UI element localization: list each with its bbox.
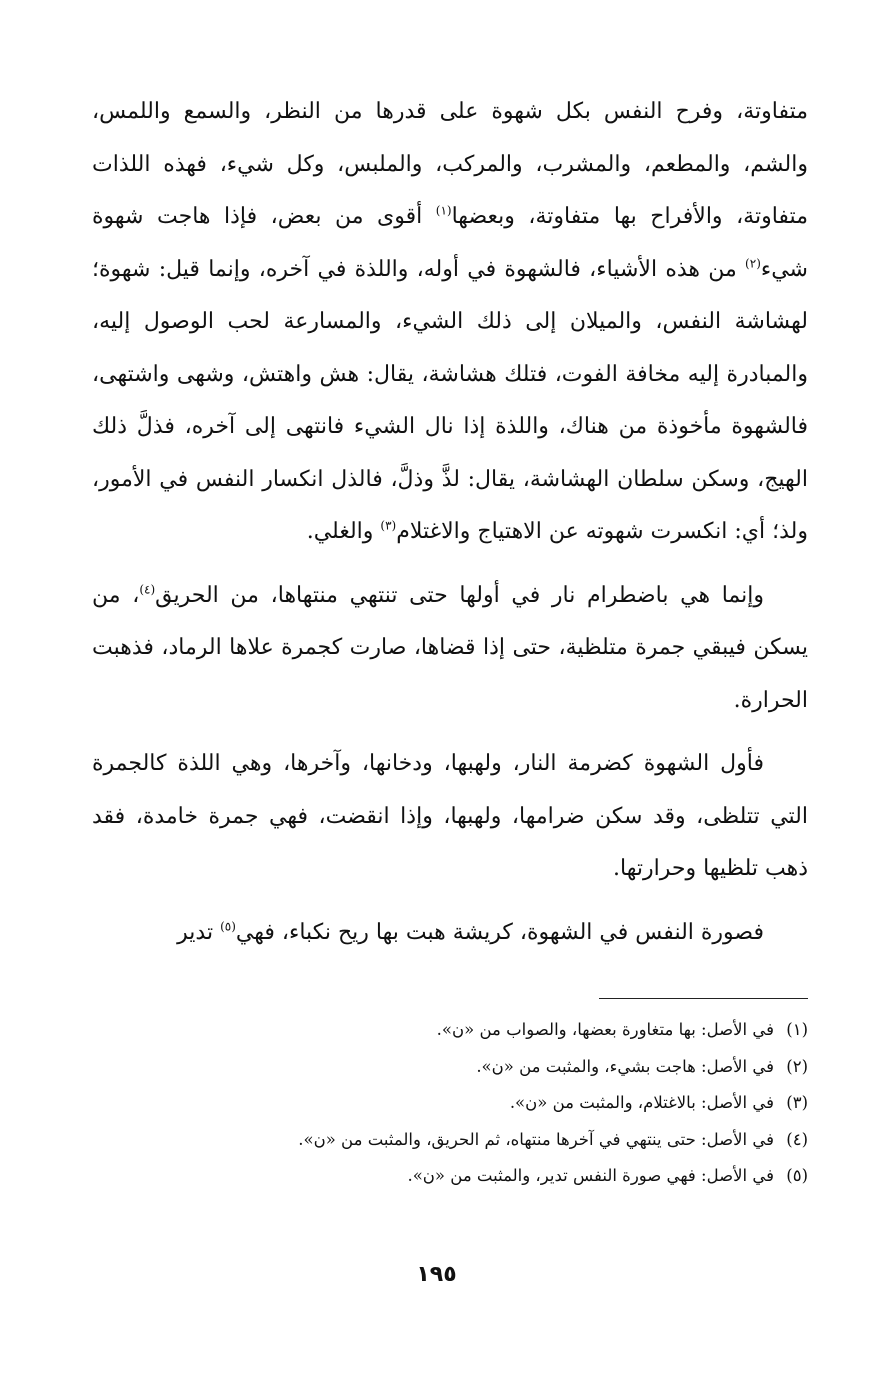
footnote-number: (٣) (786, 1093, 808, 1112)
paragraph-1-text-b: أقوى من بعض، فإذا هاجت شهوة شيء (92, 204, 808, 282)
paragraph-4 (92, 907, 808, 960)
footnote-text: في الأصل: هاجت بشيء، والمثبت من «ن». (476, 1056, 774, 1076)
paragraph-1-text-d: والغلي. (306, 519, 381, 544)
footnote-text: في الأصل: فهي صورة النفس تدير، والمثبت من «ن». (407, 1166, 774, 1185)
footnote-ref-4: (٤) (139, 582, 156, 597)
page-number: ١٩٥ (416, 1262, 457, 1287)
footnote-number: (٢) (786, 1056, 808, 1076)
paragraph-1-text-a: متفاوتة، وفرح النفس بكل شهوة على قدرها من النظر، والسمع واللمس، والشم، والمطعم، والمشرب، والمركب، والملبس، وكل شيء، فهذه اللذات متفاوتة، والأفراح بها متفاوتة، وبعضها (92, 99, 808, 229)
footnote-number: (٤) (786, 1129, 808, 1149)
footnote-text: في الأصل: بها متغاورة بعضها، والصواب من «ن». (436, 1020, 774, 1039)
footnote-1 (88, 1012, 808, 1049)
paragraph-2-text-a: وإنما هي باضطرام نار في أولها حتى تنتهي منتهاها، من الحريق (155, 582, 765, 608)
footnote-ref-5: (٥) (220, 919, 236, 934)
paragraph-3: فأول الشهوة كضرمة النار، ولهبها، ودخانها، وآخرها، وهي اللذة كالجمرة التي تتلظى، وقد سكن ضرامها، ولهبها، وإذا انقضت، فهي جمرة خامدة، فقد ذهب تلظيها وحرارتها. (92, 751, 808, 881)
footnote-ref-3: (٣) (380, 518, 397, 533)
footnote-2 (88, 1049, 808, 1086)
footnote-text: في الأصل: حتى ينتهي في آخرها منتهاه، ثم الحريق، والمثبت من «ن». (298, 1129, 774, 1149)
footnote-5 (88, 1158, 808, 1195)
paragraph-4-text-b: تدير (177, 919, 221, 945)
footnote-ref-1: (١) (435, 203, 452, 218)
main-text (92, 86, 808, 970)
paragraph-2 (92, 570, 808, 728)
footnotes (88, 1012, 808, 1195)
footnote-text: في الأصل: بالاغتلام، والمثبت من «ن». (509, 1093, 774, 1112)
footnote-number: (١) (786, 1020, 808, 1039)
paragraph-4-text-a: فصورة النفس في الشهوة، كريشة هبت بها ريح نكباء، فهي (235, 919, 764, 945)
paragraph-1-text-c: من هذه الأشياء، فالشهوة في أوله، واللذة في آخره، وإنما قيل: شهوة؛ لهشاشة النفس، والميلان إلى ذلك الشيء، والمسارعة لحب الوصول إليه، والمبادرة إليه مخافة الفوت، فتلك هشاشة، يقال: هش واهتش، وشهى واشتهى، فالشهوة مأخوذة من هناك، واللذة إذا نال الشيء فانتهى إلى آخره، فذلَّ ذلك الهيج، وسكن سلطان الهشاشة، يقال: لذَّ وذلَّ، فالذل انكسار النفس في الأمور، ولذ؛ أي: انكسرت شهوته عن الاهتياج والاغتلام (92, 256, 808, 544)
footnote-separator (599, 998, 808, 999)
footnote-number: (٥) (786, 1166, 808, 1185)
paragraph-1 (92, 86, 808, 559)
paragraph-2-text-b: ، من يسكن فيبقي جمرة متلظية، حتى إذا قضاها، صارت كجمرة علاها الرماد، فذهبت الحرارة. (92, 582, 808, 713)
footnote-ref-2: (٢) (745, 256, 761, 271)
footnote-4 (88, 1122, 808, 1159)
footnote-3 (88, 1085, 808, 1122)
